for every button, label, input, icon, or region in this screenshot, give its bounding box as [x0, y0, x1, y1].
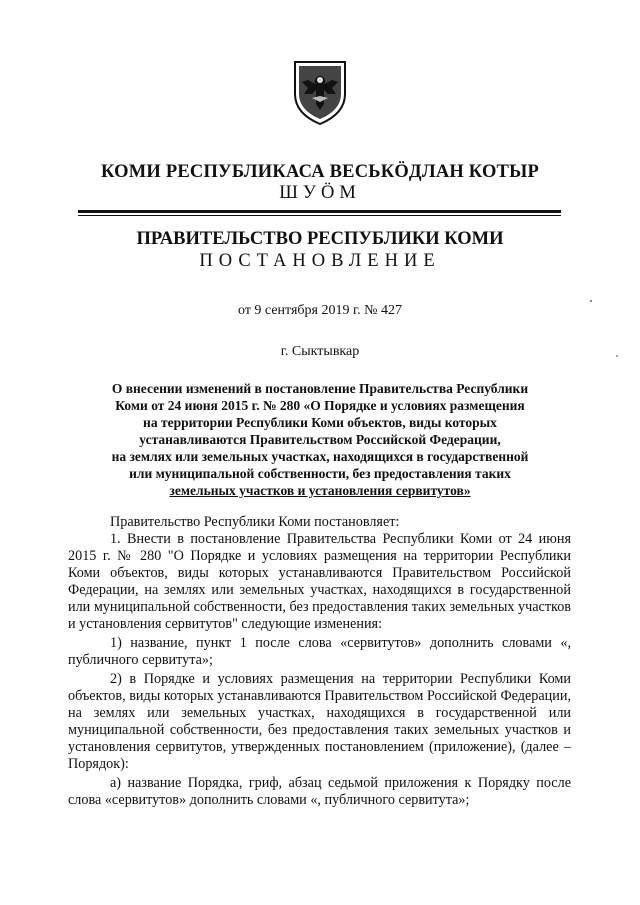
header-divider-thick — [78, 210, 561, 213]
title-line: устанавливаются Правительством Российской Федерации, — [139, 432, 501, 447]
title-line: или муниципальной собственности, без предоставления таких — [129, 466, 511, 481]
scan-speck — [616, 355, 618, 357]
title-line: О внесении изменений в постановление Правительства Республики — [111, 381, 529, 396]
body-item-1: 1) название, пункт 1 после слова «сервитутов» дополнить словами «, публичного сервитута»; — [68, 635, 571, 668]
title-line: Коми от 24 июня 2015 г. № 280 «О Порядке и условиях размещения — [115, 398, 525, 413]
document-type: ПОСТАНОВЛЕНИЕ — [199, 251, 441, 271]
scan-speck — [590, 300, 592, 302]
document-body — [68, 514, 571, 809]
government-name: ПРАВИТЕЛЬСТВО РЕСПУБЛИКИ КОМИ — [136, 229, 504, 249]
komi-coat-of-arms-icon — [290, 58, 350, 126]
title-line: на землях или земельных участках, находящихся в государственной — [111, 449, 529, 464]
body-item-2a: а) название Порядка, гриф, абзац седьмой приложения к Порядку после слова «сервитутов» дополнить словами «, публичного сервитута»; — [68, 775, 571, 808]
document-city: г. Сыктывкар — [280, 344, 360, 359]
komi-document-type: ШУӦМ — [279, 183, 361, 203]
body-intro: Правительство Республики Коми постановляет: — [110, 514, 400, 530]
komi-government-name: КОМИ РЕСПУБЛИКАСА ВЕСЬКӦДЛАН КОТЫР — [101, 162, 539, 182]
document-date-number: от 9 сентября 2019 г. № 427 — [238, 303, 402, 318]
title-line: земельных участков и установления сервитутов» — [169, 483, 471, 498]
body-item-2: 2) в Порядке и условиях размещения на территории Республики Коми объектов, виды которых устанавливаются Правительством Российской Федерации, на землях или земельных участках, находящихся в государственной или муниципальной собственности, без предоставления таких земельных участков и установления сервитутов, утвержденных постановлением (приложение), (далее – Порядок): — [68, 671, 571, 772]
body-paragraph-1: 1. Внести в постановление Правительства Республики Коми от 24 июня 2015 г. № 280 "О Порядке и условиях размещения на территории Республики Коми объектов, виды которых устанавливаются Правительством Российской Федерации, на землях или земельных участках, находящихся в государственной или муниципальной собственности, без предоставления таких земельных участков и установления сервитутов" следующие изменения: — [68, 531, 571, 632]
header-divider-thin — [78, 215, 561, 216]
title-line: на территории Республики Коми объектов, виды которых — [143, 415, 497, 430]
document-title — [60, 380, 580, 499]
